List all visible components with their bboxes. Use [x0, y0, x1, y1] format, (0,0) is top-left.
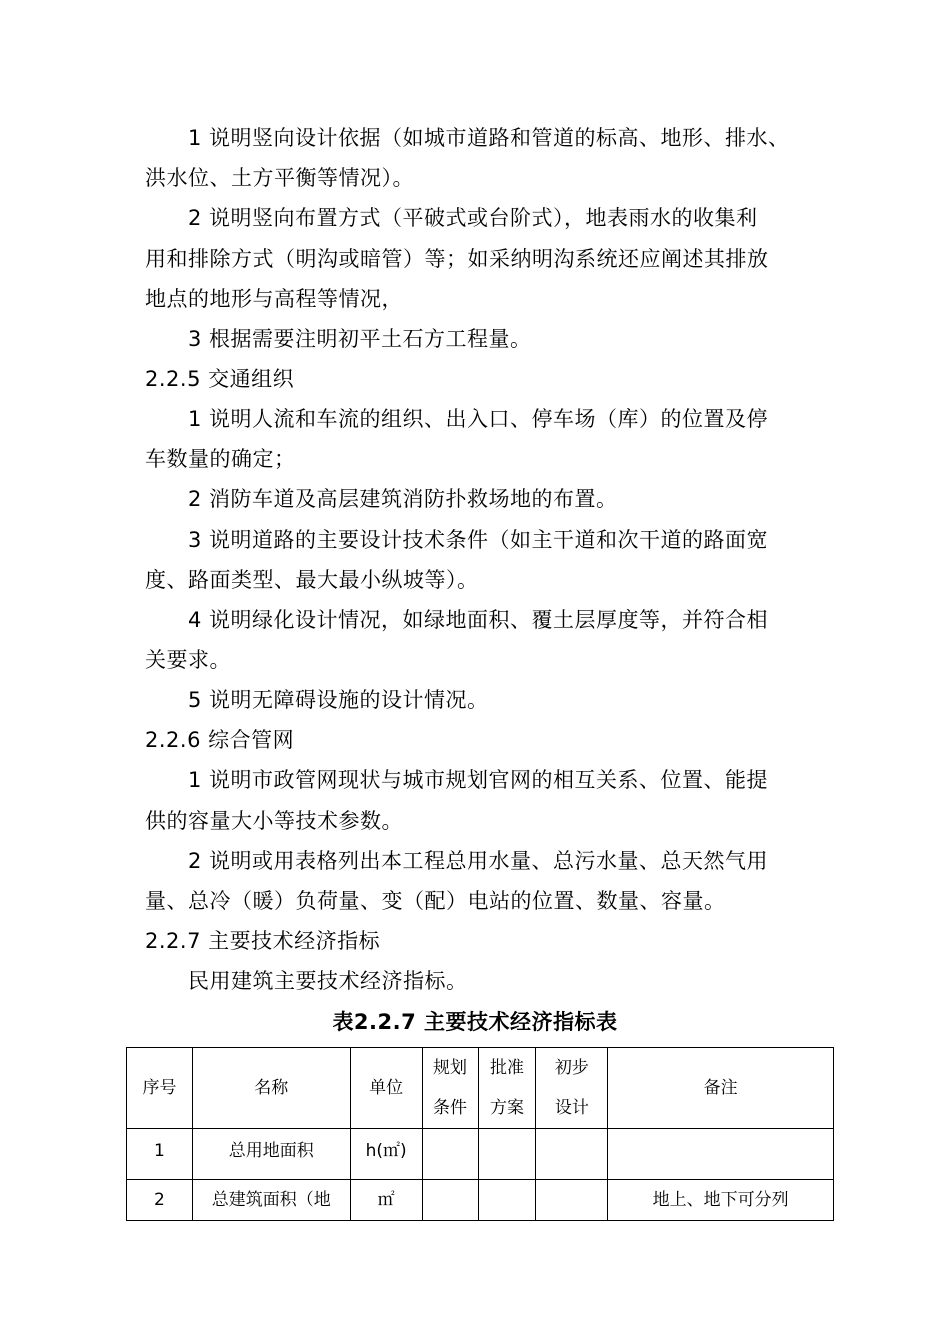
cell-prelim: [536, 1180, 608, 1221]
paragraph-line: 2 消防车道及高层建筑消防扑救场地的布置。: [188, 487, 618, 511]
paragraph-line: 民用建筑主要技术经济指标。: [188, 969, 468, 993]
paragraph-line: 洪水位、土方平衡等情况）。: [145, 166, 414, 190]
section-heading-2-2-5: 2.2.5 交通组织: [145, 367, 295, 391]
table-row: [127, 1180, 834, 1221]
cell-seq: 2: [127, 1180, 193, 1221]
paragraph-line: 地点的地形与高程等情况，: [145, 287, 403, 311]
paragraph-line: 1 说明市政管网现状与城市规划官网的相互关系、位置、能提: [188, 768, 769, 792]
header-approve-line2: 方案: [489, 1098, 524, 1118]
indicator-table: [126, 1047, 834, 1221]
header-unit: 单位: [350, 1048, 422, 1129]
table-header-row: [127, 1048, 834, 1129]
paragraph-line: 2 说明竖向布置方式（平破式或台阶式），地表雨水的收集利: [188, 206, 758, 230]
table-row: [127, 1129, 834, 1180]
cell-plan: [422, 1129, 478, 1180]
header-plan-line1: 规划: [433, 1058, 468, 1078]
paragraph-line: 关要求。: [145, 648, 231, 672]
header-plan-line2: 条件: [433, 1098, 468, 1118]
paragraph-line: 车数量的确定；: [145, 447, 296, 471]
cell-name: 总用地面积: [192, 1129, 350, 1180]
header-prelim-line2: 设计: [554, 1098, 589, 1118]
paragraph-line: 量、总冷（暖）负荷量、变（配）电站的位置、数量、容量。: [145, 889, 726, 913]
paragraph-line: 3 说明道路的主要设计技术条件（如主干道和次干道的路面宽: [188, 528, 769, 552]
paragraph-line: 5 说明无障碍设施的设计情况。: [188, 688, 489, 712]
paragraph-line: 用和排除方式（明沟或暗管）等；如采纳明沟系统还应阐述其排放: [145, 247, 769, 271]
header-name: 名称: [192, 1048, 350, 1129]
paragraph-line: 4 说明绿化设计情况，如绿地面积、覆土层厚度等，并符合相: [188, 608, 769, 632]
paragraph-line: 3 根据需要注明初平土石方工程量。: [188, 327, 532, 351]
header-seq: 序号: [127, 1048, 193, 1129]
cell-prelim: [536, 1129, 608, 1180]
paragraph-line: 1 说明竖向设计依据（如城市道路和管道的标高、地形、排水、: [188, 126, 790, 150]
header-plan-conditions: [422, 1048, 478, 1129]
cell-plan: [422, 1180, 478, 1221]
section-heading-2-2-6: 2.2.6 综合管网: [145, 728, 295, 752]
header-prelim-line1: 初步: [554, 1058, 589, 1078]
header-approve-line1: 批准: [489, 1058, 524, 1078]
paragraph-line: 供的容量大小等技术参数。: [145, 809, 403, 833]
cell-seq: 1: [127, 1129, 193, 1180]
cell-approve: [478, 1180, 536, 1221]
cell-unit: h(㎡): [350, 1129, 422, 1180]
paragraph-line: 1 说明人流和车流的组织、出入口、停车场（库）的位置及停: [188, 407, 769, 431]
cell-approve: [478, 1129, 536, 1180]
paragraph-line: 度、路面类型、最大最小纵坡等）。: [145, 568, 479, 592]
header-preliminary-design: [536, 1048, 608, 1129]
table-caption: 表2.2.7 主要技术经济指标表: [332, 1010, 618, 1034]
cell-remark: [608, 1129, 834, 1180]
paragraph-line: 2 说明或用表格列出本工程总用水量、总污水量、总天然气用: [188, 849, 769, 873]
cell-remark: 地上、地下可分列: [608, 1180, 834, 1221]
cell-unit: ㎡: [350, 1180, 422, 1221]
header-remark: 备注: [608, 1048, 834, 1129]
cell-name: 总建筑面积（地: [192, 1180, 350, 1221]
section-heading-2-2-7: 2.2.7 主要技术经济指标: [145, 929, 381, 953]
header-approved-scheme: [478, 1048, 536, 1129]
